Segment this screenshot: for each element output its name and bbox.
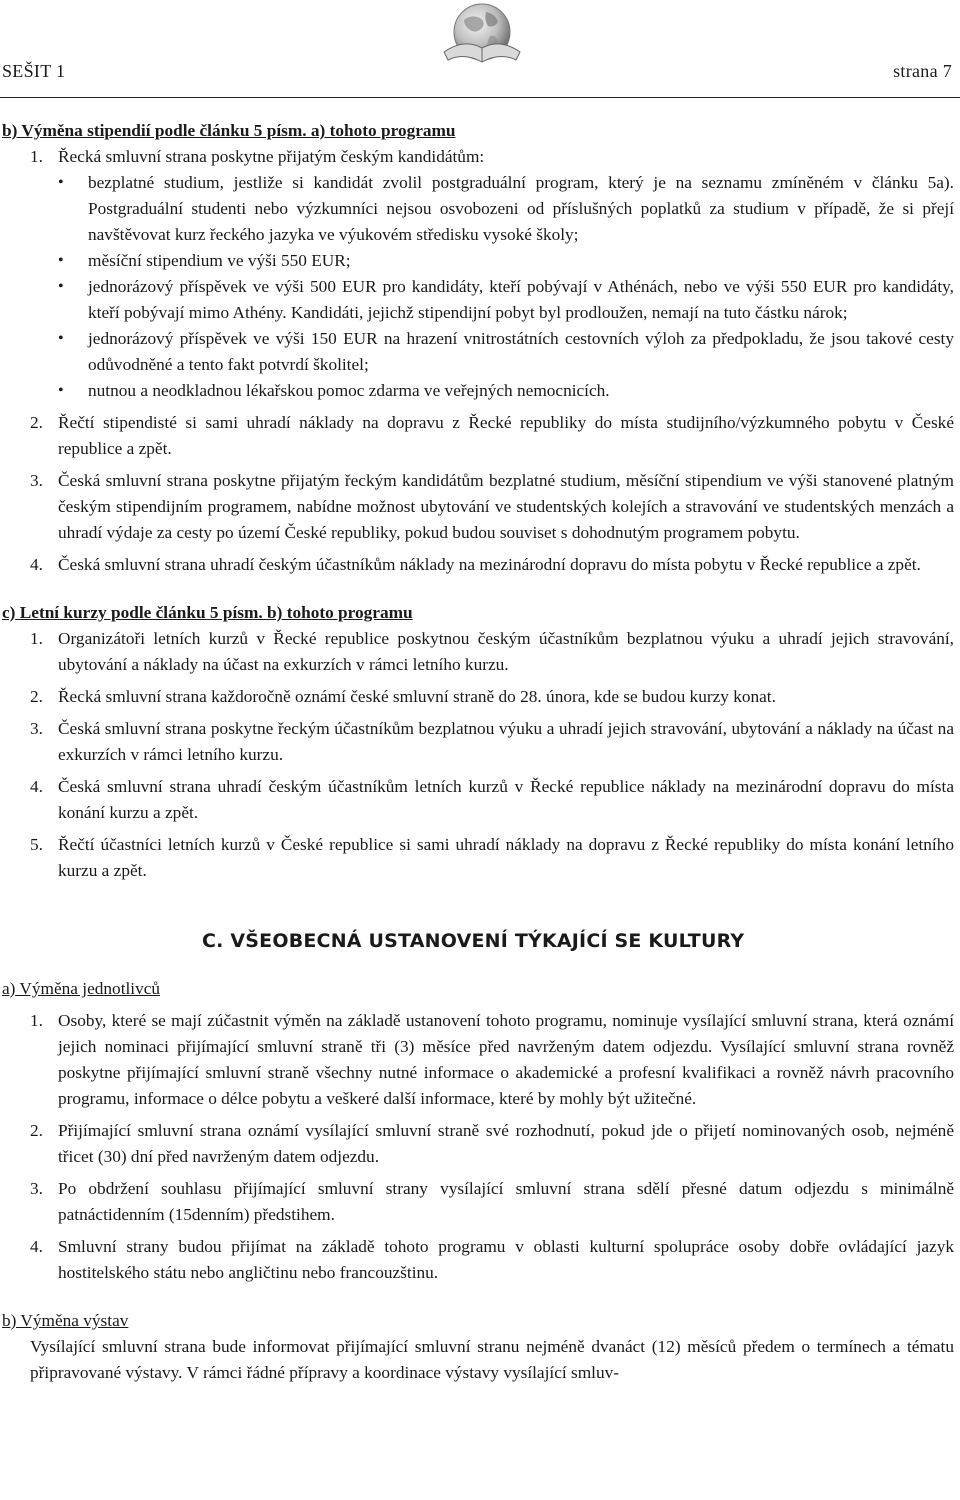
list-item: [2, 1234, 954, 1286]
document-body: [0, 118, 960, 1386]
header-divider: [0, 97, 960, 98]
header-page-number: strana 7: [893, 61, 952, 81]
item-text: Organizátoři letních kurzů v Řecké republice poskytnou českým účastníkům bezplatnou výuku a uhradí jejich stravování, ubytování a náklady na účast na exkurzích v rámci letního kurzu.: [58, 629, 954, 674]
item-number: 2.: [30, 1121, 43, 1140]
paragraph: Vysílající smluvní strana bude informovat přijímající smluvní stranu nejméně dvanáct (12) měsíců předem o termínech a tématu připravované výstavy. V rámci řádné přípravy a koordinace výstavy vysílající smluv-: [30, 1337, 954, 1382]
item-number: 1.: [30, 147, 43, 166]
item-number: 2.: [30, 413, 43, 432]
item-text: Česká smluvní strana poskytne přijatým řeckým kandidátům bezplatné studium, měsíční stipendium ve výši stanovené platným českým stipendijním programem, nabídne možnost ubytování ve studentských kolejích a stravování ve studentských menzách a uhradí výdaje za cesty po území České republiky, pokud budou souviset s dohodnutým programem pobytu.: [58, 471, 954, 542]
bullet-text: měsíční stipendium ve výši 550 EUR;: [88, 251, 351, 270]
bullet-icon: •: [58, 252, 64, 269]
section-heading-summer-courses: c) Letní kurzy podle článku 5 písm. b) tohoto programu: [2, 603, 413, 622]
section-heading-stipends: b) Výměna stipendií podle článku 5 písm. a) tohoto programu: [2, 121, 456, 140]
list-item: [2, 1118, 954, 1170]
list-item: [2, 684, 954, 710]
bullet-text: jednorázový příspěvek ve výši 500 EUR pro kandidáty, kteří pobývají v Athénách, nebo ve výši 550 EUR pro kandidáty, kteří pobývají mimo Athény. Kandidáti, jejichž stipendijní pobyt byl prodloužen, nemají na tuto částku nárok;: [88, 277, 954, 322]
item-text: Řecká smluvní strana každoročně oznámí české smluvní straně do 28. února, kde se budou kurzy konat.: [58, 687, 776, 706]
bullet-icon: •: [58, 330, 64, 347]
list-item: [2, 716, 954, 768]
item-text: Smluvní strany budou přijímat na základě tohoto programu v oblasti kulturní spolupráce osoby dobře ovládající jazyk hostitelského státu nebo angličtinu nebo francouzštinu.: [58, 1237, 954, 1282]
item-text: Přijímající smluvní strana oznámí vysílající smluvní straně své rozhodnutí, pokud jde o přijetí nominovaných osob, nejméně třicet (30) dní před navrženým datem odjezdu.: [58, 1121, 954, 1166]
item-text: Česká smluvní strana uhradí českým účastníkům letních kurzů v Řecké republice náklady na mezinárodní dopravu do místa konání kurzu a zpět.: [58, 777, 954, 822]
bullet-icon: •: [58, 278, 64, 295]
list-item: [2, 626, 954, 678]
list-item: [2, 774, 954, 826]
list-item: [2, 1008, 954, 1112]
globe-book-icon: [436, 2, 524, 66]
item-text: Česká smluvní strana uhradí českým účastníkům náklady na mezinárodní dopravu do místa pobytu v Řecké republice a zpět.: [58, 555, 921, 574]
header-issue: SEŠIT 1: [2, 61, 66, 81]
item-number: 4.: [30, 777, 43, 796]
list-item: [2, 1176, 954, 1228]
bullet-item: [2, 274, 954, 326]
item-number: 3.: [30, 719, 43, 738]
item-text: Řečtí stipendisté si sami uhradí náklady na dopravu z Řecké republiky do místa studijního/výzkumného pobytu v České republice a zpět.: [58, 413, 954, 458]
list-item: [2, 832, 954, 884]
item-number: 3.: [30, 471, 43, 490]
section-heading-exhibitions: b) Výměna výstav: [2, 1311, 129, 1330]
item-number: 1.: [30, 1011, 43, 1030]
section-heading-individuals: a) Výměna jednotlivců: [2, 979, 161, 998]
item-number: 2.: [30, 687, 43, 706]
item-text: Česká smluvní strana poskytne řeckým účastníkům bezplatnou výuku a uhradí jejich stravování, ubytování a náklady na účast na exkurzích v rámci letního kurzu.: [58, 719, 954, 764]
item-text: Řecká smluvní strana poskytne přijatým českým kandidátům:: [58, 147, 485, 166]
bullet-icon: •: [58, 382, 64, 399]
bullet-item: [2, 170, 954, 248]
item-text: Řečtí účastníci letních kurzů v České republice si sami uhradí náklady na dopravu z Řecké republiky do místa konání letního kurzu a zpět.: [58, 835, 954, 880]
item-number: 4.: [30, 1237, 43, 1256]
item-number: 4.: [30, 555, 43, 574]
bullet-text: nutnou a neodkladnou lékařskou pomoc zdarma ve veřejných nemocnicích.: [88, 381, 610, 400]
list-item: [2, 468, 954, 546]
item-number: 5.: [30, 835, 43, 854]
bullet-item: [2, 378, 954, 404]
list-item: [2, 410, 954, 462]
bullet-item: [2, 326, 954, 378]
bullet-item: [2, 248, 954, 274]
bullet-text: bezplatné studium, jestliže si kandidát zvolil postgraduální program, který je na seznamu zmíněném v článku 5a). Postgraduální studenti nebo výzkumníci nejsou osvobozeni od příslušných poplatků za studium v případě, že si přejí navštěvovat kurz řeckého jazyka ve výukovém středisku vysoké školy;: [88, 173, 954, 244]
bullet-icon: •: [58, 174, 64, 191]
list-item: [2, 144, 954, 170]
item-text: Osoby, které se mají zúčastnit výměn na základě ustanovení tohoto programu, nominuje vysílající smluvní strana, která oznámí jejich nominaci přijímající smluvní straně tři (3) měsíce před navrženým datem odjezdu. Vysílající smluvní strana rovněž poskytne přijímající smluvní straně všechny nutné informace o akademické a profesní kvalifikaci a rovněž návrh pracovního programu, informace o délce pobytu a veškeré další informace, které by mohly být užitečné.: [58, 1011, 954, 1108]
item-number: 1.: [30, 629, 43, 648]
part-title: C. VŠEOBECNÁ USTANOVENÍ TÝKAJÍCÍ SE KULTURY: [202, 930, 745, 952]
item-text: Po obdržení souhlasu přijímající smluvní strany vysílající smluvní strana sdělí přesné datum odjezdu s minimálně patnáctidenním (15denním) předstihem.: [58, 1179, 954, 1224]
list-item: [2, 552, 954, 578]
bullet-text: jednorázový příspěvek ve výši 150 EUR na hrazení vnitrostátních cestovních výloh za předpokladu, že jsou takové cesty odůvodněné a tento fakt potvrdí školitel;: [88, 329, 954, 374]
item-number: 3.: [30, 1179, 43, 1198]
